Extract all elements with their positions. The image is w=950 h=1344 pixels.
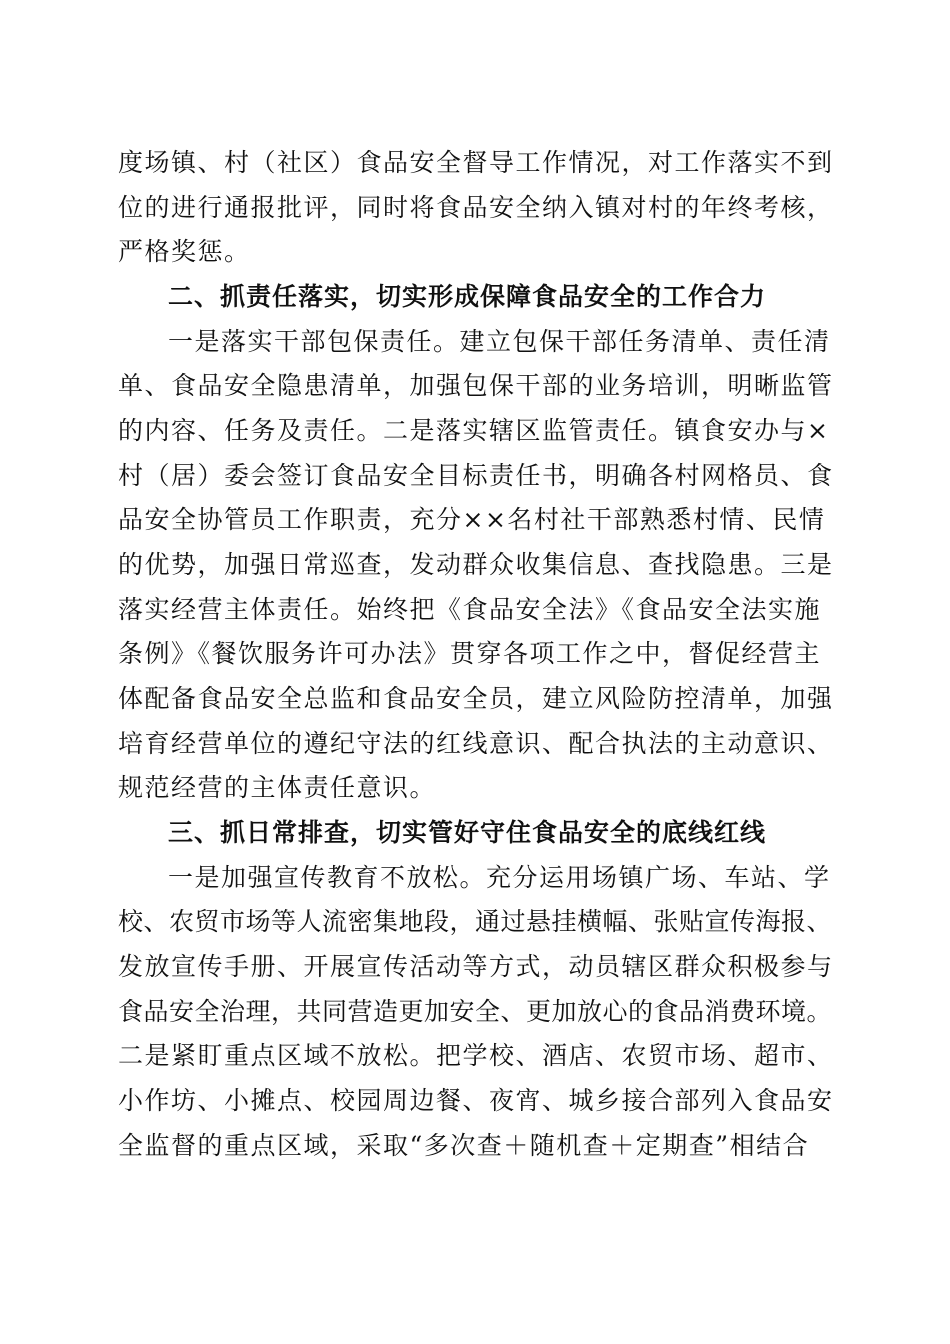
paragraph-line: 发放宣传手册、开展宣传活动等方式，动员辖区群众积极参与 <box>118 952 834 981</box>
paragraph-line: 严格奖惩。 <box>118 237 251 266</box>
paragraph-line: 村（居）委会签订食品安全目标责任书，明确各村网格员、食 <box>118 461 834 490</box>
paragraph-line: 一是落实干部包保责任。建立包保干部任务清单、责任清 <box>168 327 831 356</box>
paragraph-line: 度场镇、村（社区）食品安全督导工作情况，对工作落实不到 <box>118 148 834 177</box>
paragraph-line: 的内容、任务及责任。二是落实辖区监管责任。镇食安办与× <box>118 416 830 445</box>
paragraph-line: 规范经营的主体责任意识。 <box>118 773 437 802</box>
paragraph-line: 小作坊、小摊点、校园周边餐、夜宵、城乡接合部列入食品安 <box>118 1086 834 1115</box>
paragraph-line: 单、食品安全隐患清单，加强包保干部的业务培训，明晰监管 <box>118 371 834 400</box>
paragraph-line: 的优势，加强日常巡查，发动群众收集信息、查找隐患。三是 <box>118 550 834 579</box>
paragraph-line: 落实经营主体责任。始终把《食品安全法》《食品安全法实施 <box>118 595 822 624</box>
paragraph-line: 二是紧盯重点区域不放松。把学校、酒店、农贸市场、超市、 <box>118 1041 834 1070</box>
section-heading: 二、抓责任落实，切实形成保障食品安全的工作合力 <box>168 282 767 311</box>
paragraph-line: 品安全协管员工作职责，充分××名村社干部熟悉村情、民情 <box>118 505 826 534</box>
paragraph-line: 位的进行通报批评，同时将食品安全纳入镇对村的年终考核， <box>118 193 834 222</box>
section-heading: 三、抓日常排查，切实管好守住食品安全的底线红线 <box>168 818 767 847</box>
paragraph-line: 校、农贸市场等人流密集地段，通过悬挂横幅、张贴宣传海报、 <box>118 907 833 936</box>
paragraph-line: 一是加强宣传教育不放松。充分运用场镇广场、车站、学 <box>168 863 831 892</box>
paragraph-line: 体配备食品安全总监和食品安全员，建立风险防控清单，加强 <box>118 684 834 713</box>
paragraph-line: 培育经营单位的遵纪守法的红线意识、配合执法的主动意识、 <box>118 729 834 758</box>
paragraph-line: 全监督的重点区域，采取“多次查＋随机查＋定期查”相结合 <box>118 1131 810 1160</box>
paragraph-line: 食品安全治理，共同营造更加安全、更加放心的食品消费环境。 <box>118 997 833 1026</box>
paragraph-line: 条例》《餐饮服务许可办法》贯穿各项工作之中，督促经营主 <box>118 639 822 668</box>
